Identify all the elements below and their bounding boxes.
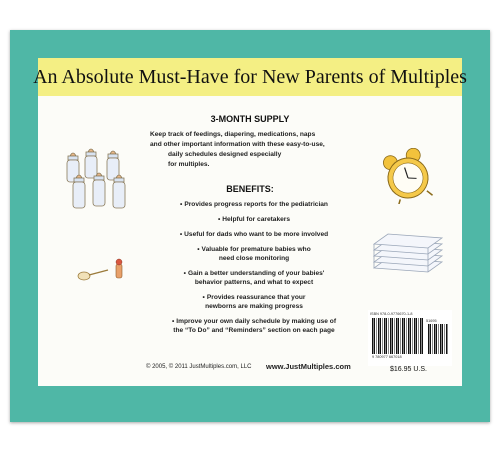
website-url: www.JustMultiples.com (266, 362, 351, 371)
supply-description-line: and other important information with these easy-to-use, (150, 141, 325, 148)
supply-description (150, 130, 360, 170)
barcode-bar (446, 324, 448, 354)
barcode-bar (378, 318, 380, 354)
bullet-icon: • (183, 270, 186, 277)
barcode-bar (374, 318, 375, 354)
barcode-bar (398, 318, 399, 354)
barcode-bar (419, 318, 420, 354)
barcode-bar (380, 318, 381, 354)
bullet-icon: • (171, 318, 175, 325)
benefits-list (148, 200, 360, 341)
barcode-bar (445, 324, 446, 354)
benefit-text: Provides reassurance that your (206, 294, 306, 301)
barcode-bar (389, 318, 390, 354)
barcode-bar (386, 318, 387, 354)
bullet-icon: • (202, 294, 205, 301)
copyright-text: © 2005, © 2011 JustMultiples.com, LLC (146, 364, 252, 370)
benefit-text: behavior patterns, and what to expect (194, 279, 314, 286)
barcode-supplement-bars (428, 324, 448, 354)
barcode-bar (433, 324, 434, 354)
benefit-item (148, 230, 360, 239)
barcode-bar (402, 318, 404, 354)
benefit-line (148, 200, 360, 209)
benefit-text: the “To Do” and “Reminders” section on each page (173, 327, 335, 334)
barcode-bar (439, 324, 440, 354)
barcode-bar (390, 318, 392, 354)
barcode-bar (407, 318, 408, 354)
benefit-line (148, 326, 360, 335)
bullet-icon: • (180, 201, 183, 208)
barcode-bar (434, 324, 436, 354)
isbn-text: ISBN 978-0-9776670-1-8 (370, 312, 413, 316)
benefit-item (148, 317, 360, 335)
benefit-line (148, 254, 360, 263)
barcode-bar (408, 318, 410, 354)
supply-description-line: for multiples. (168, 161, 210, 168)
barcode-bar (440, 324, 442, 354)
barcode-bar (413, 318, 414, 354)
barcode-bar (436, 324, 437, 354)
barcode-bar (395, 318, 396, 354)
cover-title: An Absolute Must-Have for New Parents of Multiples (33, 65, 467, 88)
benefit-line (148, 245, 360, 254)
barcode-bar (372, 318, 374, 354)
alarm-clock-icon (376, 148, 440, 204)
barcode-bar (396, 318, 398, 354)
barcode-bar (392, 318, 393, 354)
barcode-bar (384, 318, 386, 354)
barcode-bar (422, 318, 423, 354)
bullet-icon: • (197, 246, 200, 253)
barcode-bar (383, 318, 384, 354)
barcode (368, 310, 452, 366)
supply-heading: 3-MONTH SUPPLY (210, 114, 290, 124)
benefit-text: Improve your own daily schedule by making use of (176, 318, 337, 325)
supply-description-line: Keep track of feedings, diapering, medications, naps (150, 131, 316, 138)
barcode-bars (372, 318, 424, 354)
benefit-item (148, 200, 360, 209)
barcode-bar (401, 318, 402, 354)
benefit-line (148, 302, 360, 311)
barcode-number: 9 780977 667018 (372, 355, 402, 359)
benefit-item (148, 245, 360, 263)
benefit-text: Helpful for caretakers (222, 216, 291, 223)
benefit-text: Provides progress reports for the pediatrician (184, 201, 328, 208)
benefit-item (148, 269, 360, 287)
barcode-bar (428, 324, 430, 354)
medicine-spoon-icon (72, 256, 132, 286)
price-text: $16.95 U.S. (390, 366, 427, 373)
benefit-text: Useful for dads who want to be more involved (184, 231, 329, 238)
supply-description-line: daily schedules designed especially (168, 151, 282, 158)
benefit-text: Gain a better understanding of your babies' (187, 270, 325, 277)
benefit-item (148, 215, 360, 224)
benefit-line (148, 317, 360, 326)
barcode-bar (404, 318, 405, 354)
benefit-line (148, 293, 360, 302)
title-banner (33, 58, 467, 96)
barcode-bar (377, 318, 378, 354)
barcode-bar (420, 318, 422, 354)
barcode-bar (430, 324, 431, 354)
benefit-text: need close monitoring (218, 255, 290, 262)
benefits-heading: BENEFITS: (226, 184, 274, 194)
baby-bottles-icon (62, 148, 142, 224)
benefit-line (148, 230, 360, 239)
benefit-item (148, 293, 360, 311)
barcode-bar (414, 318, 416, 354)
barcode-bar (442, 324, 443, 354)
benefit-line (148, 215, 360, 224)
folded-diapers-icon (368, 228, 446, 278)
barcode-bar (410, 318, 411, 354)
benefit-line (148, 278, 360, 287)
bullet-icon: • (217, 216, 221, 223)
bullet-icon: • (179, 231, 183, 238)
content-panel (38, 96, 462, 386)
benefit-text: newborns are making progress (205, 303, 303, 310)
benefit-line (148, 269, 360, 278)
supplement-number: 51695 (426, 319, 437, 323)
benefit-text: Valuable for premature babies who (201, 246, 311, 253)
barcode-bar (416, 318, 417, 354)
